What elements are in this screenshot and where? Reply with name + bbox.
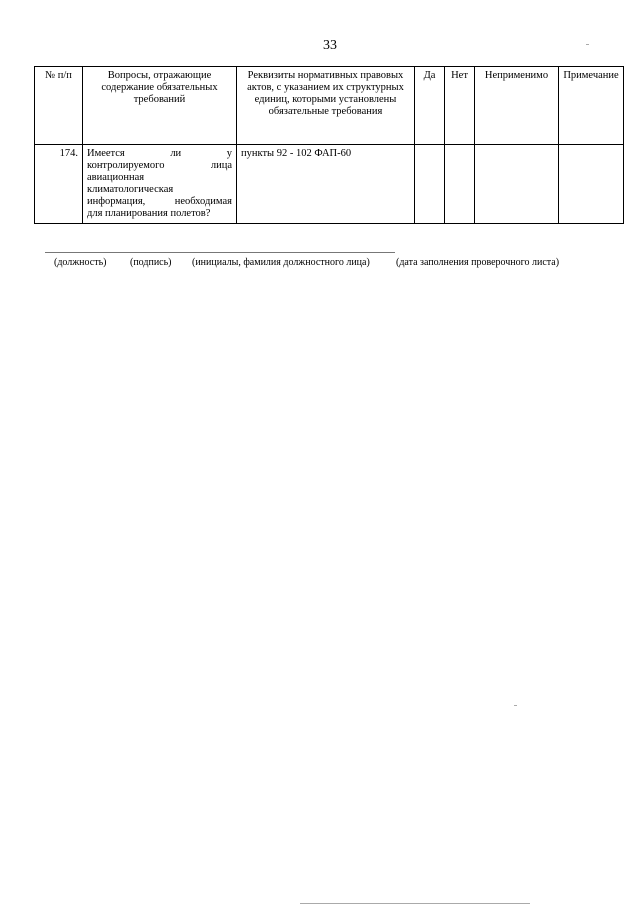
question-line: авиационная: [87, 172, 145, 183]
header-note: Примечание: [559, 67, 624, 145]
scan-speck: [586, 44, 589, 45]
row-yes-cell: [415, 145, 445, 224]
page-number: 33: [323, 38, 337, 53]
header-no: Нет: [445, 67, 475, 145]
row-requisites: пункты 92 - 102 ФАП-60: [237, 145, 415, 224]
scan-edge-line: [300, 903, 530, 904]
signature-labels: [54, 257, 559, 268]
row-number: 174.: [35, 145, 83, 224]
table-row: [35, 145, 624, 224]
header-question: Вопросы, отражающие содержание обязательных требований: [83, 67, 237, 145]
header-yes: Да: [415, 67, 445, 145]
signature-name-label: (инициалы, фамилия должностного лица): [192, 257, 370, 268]
row-no-cell: [445, 145, 475, 224]
row-not-applicable-cell: [475, 145, 559, 224]
signature-line: [45, 252, 395, 253]
checklist-table: [34, 66, 624, 224]
scan-speck: [514, 705, 517, 706]
question-line: контролируемого лица: [87, 160, 232, 171]
header-requisites: Реквизиты нормативных правовых актов, с указанием их структурных единиц, которыми установлены обязательные требования: [237, 67, 415, 145]
header-not-applicable: Неприменимо: [475, 67, 559, 145]
row-note-cell: [559, 145, 624, 224]
signature-date-label: (дата заполнения проверочного листа): [396, 257, 560, 268]
question-line: Имеется ли у: [87, 148, 232, 159]
question-line: климатологическая: [87, 184, 174, 195]
header-num: № п/п: [35, 67, 83, 145]
signature-position-label: (должность): [54, 257, 107, 268]
row-question: [83, 145, 237, 224]
table-header-row: [35, 67, 624, 145]
signature-sign-label: (подпись): [130, 257, 172, 268]
question-line: для планирования полетов?: [87, 208, 211, 219]
question-line: информация, необходимая: [87, 196, 232, 207]
